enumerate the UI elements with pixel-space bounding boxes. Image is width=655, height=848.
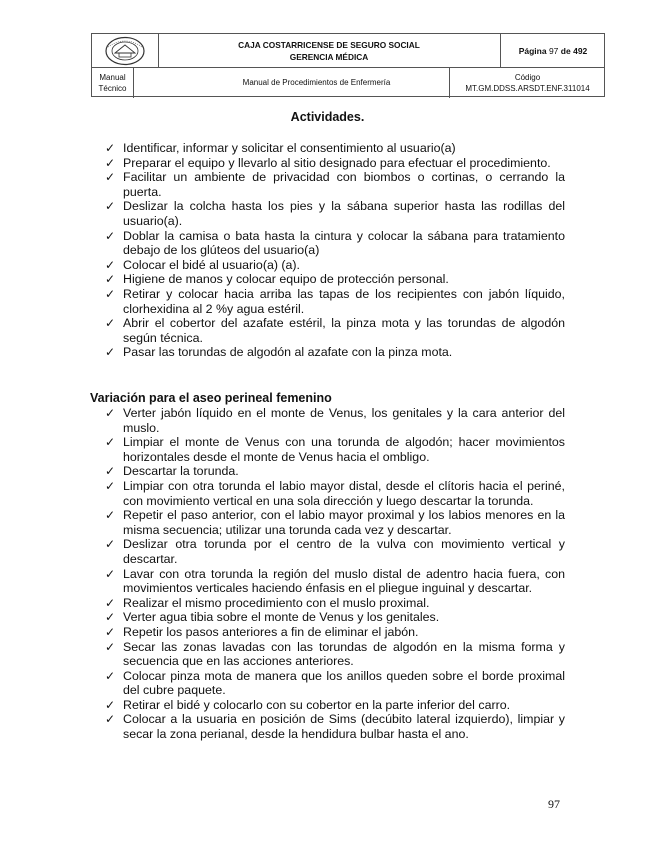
list-item-text: Limpiar con otra torunda el labio mayor distal, desde el clítoris hacia el periné, con movimiento vertical en una sola dirección y luego descartar la torunda. [123, 478, 565, 508]
list-item [105, 537, 565, 566]
list-item-text: Repetir el paso anterior, con el labio mayor proximal y los labios menores en la misma secuencia; utilizar una torunda cada vez y descartar. [123, 508, 565, 537]
list-item-text: Descartar la torunda. [123, 464, 239, 479]
checkmark-icon: ✓ [105, 464, 116, 479]
list-item [105, 712, 565, 741]
document-code [449, 67, 606, 98]
list-item-text: Secar las zonas lavadas con las torundas de algodón en la misma forma y secuencia que en las acciones anteriores. [123, 639, 565, 669]
checkmark-icon: ✓ [105, 566, 116, 581]
activities-list [105, 141, 565, 360]
checkmark-icon: ✓ [105, 668, 116, 683]
org-line2: GERENCIA MÉDICA [289, 51, 369, 62]
checkmark-icon: ✓ [105, 141, 116, 155]
list-item-text: Colocar a la usuaria en posición de Sims (decúbito lateral izquierdo), limpiar y secar la zona perianal, desde la hendidura bulbar hasta el ano. [123, 712, 565, 742]
list-item-text: Verter agua tibia sobre el monte de Venus y los genitales. [123, 610, 440, 625]
checkmark-icon: ✓ [105, 595, 116, 610]
document-header [91, 33, 605, 97]
activities-heading: Actividades. [290, 110, 365, 124]
page-indicator [500, 34, 606, 67]
list-item [105, 464, 565, 479]
checkmark-icon: ✓ [105, 345, 116, 360]
list-item-text: Facilitar un ambiente de privacidad con biombos o cortinas, o cerrando la puerta. [123, 170, 565, 199]
list-item [105, 479, 565, 508]
list-item-text: Deslizar otra torunda por el centro de la vulva con movimiento vertical y descartar. [123, 537, 565, 566]
list-item-text: Pasar las torundas de algodón al azafate con la pinza mota. [123, 345, 453, 360]
page-current: 97 [548, 45, 559, 56]
list-item [105, 199, 565, 228]
list-item [105, 229, 565, 258]
checkmark-icon: ✓ [105, 272, 116, 287]
list-item-text: Retirar el bidé y colocarlo con su cobertor en la parte inferior del carro. [123, 697, 511, 712]
list-item [105, 156, 565, 171]
list-item-text: Colocar pinza mota de manera que los anillos queden sobre el borde proximal del cubre paquete. [123, 668, 565, 698]
org-line1: CAJA COSTARRICENSE DE SEGURO SOCIAL [238, 39, 420, 50]
checkmark-icon: ✓ [105, 537, 116, 552]
list-item-text: Higiene de manos y colocar equipo de protección personal. [123, 272, 449, 287]
checkmark-icon: ✓ [105, 639, 116, 654]
list-item-text: Realizar el mismo procedimiento con el muslo proximal. [123, 595, 430, 610]
list-item-text: Verter jabón líquido en el monte de Venus, los genitales y la cara anterior del muslo. [123, 406, 565, 435]
list-item [105, 287, 565, 316]
checkmark-icon: ✓ [105, 712, 116, 727]
checkmark-icon: ✓ [105, 478, 116, 493]
checkmark-icon: ✓ [105, 610, 116, 625]
list-item-text: Retirar y colocar hacia arriba las tapas de los recipientes con jabón líquido, clorhexidina al 2 %y agua estéril. [123, 286, 565, 316]
list-item-text: Colocar el bidé al usuario(a) (a). [123, 257, 300, 272]
checkmark-icon: ✓ [105, 155, 116, 170]
female-variation-list [105, 406, 565, 742]
manual-type [92, 67, 133, 98]
page-number: 97 [548, 797, 560, 811]
list-item [105, 316, 565, 345]
list-item-text: Preparar el equipo y llevarlo al sitio designado para efectuar el procedimiento. [123, 155, 551, 170]
manual-line1: Manual [99, 72, 126, 82]
page-total: 492 [573, 45, 588, 56]
list-item [105, 141, 565, 156]
page-of: de [560, 45, 571, 56]
list-item [105, 698, 565, 713]
page-label: Página [518, 45, 547, 56]
list-item-text: Abrir el cobertor del azafate estéril, la pinza mota y las torundas de algodón según técnica. [123, 316, 565, 345]
list-item [105, 567, 565, 596]
checkmark-icon: ✓ [105, 257, 116, 272]
list-item-text: Identificar, informar y solicitar el consentimiento al usuario(a) [123, 141, 456, 155]
checkmark-icon: ✓ [105, 624, 116, 639]
manual-title: Manual de Procedimientos de Enfermería [242, 78, 391, 87]
list-item [105, 272, 565, 287]
list-item-text: Deslizar la colcha hasta los pies y la sábana superior hasta las rodillas del usuario(a). [123, 199, 565, 228]
checkmark-icon: ✓ [105, 435, 116, 450]
list-item [105, 170, 565, 199]
list-item [105, 258, 565, 273]
list-item-text: Limpiar el monte de Venus con una torunda de algodón; hacer movimientos horizontales desde el monte de Venus hacia el ombligo. [123, 435, 565, 464]
list-item [105, 640, 565, 669]
list-item [105, 669, 565, 698]
list-item [105, 596, 565, 611]
list-item [105, 435, 565, 464]
list-item [105, 345, 565, 360]
list-item-text: Doblar la camisa o bata hasta la cintura y colocar la sábana para tratamiento debajo de los glúteos del usuario(a) [123, 228, 565, 258]
list-item [105, 508, 565, 537]
checkmark-icon: ✓ [105, 170, 116, 185]
logo-cell [92, 34, 158, 67]
checkmark-icon: ✓ [105, 286, 116, 301]
organization-name [158, 34, 500, 67]
seguro-social-seal-icon [102, 36, 148, 66]
list-item [105, 625, 565, 640]
female-variation-heading: Variación para el aseo perineal femenino [90, 391, 332, 405]
list-item-text: Repetir los pasos anteriores a fin de eliminar el jabón. [123, 624, 419, 639]
checkmark-icon: ✓ [105, 199, 116, 214]
list-item-text: Lavar con otra torunda la región del muslo distal de adentro hacia fuera, con movimientos verticales haciendo énfasis en el pliegue inguinal y descartar. [123, 566, 565, 596]
checkmark-icon: ✓ [105, 316, 116, 331]
manual-line2: Técnico [98, 83, 127, 93]
checkmark-icon: ✓ [105, 508, 116, 523]
code-label: Código [514, 72, 541, 82]
list-item [105, 610, 565, 625]
checkmark-icon: ✓ [105, 228, 116, 243]
code-value: MT.GM.DDSS.ARSDT.ENF.311014 [465, 83, 590, 93]
list-item [105, 406, 565, 435]
checkmark-icon: ✓ [105, 406, 116, 420]
checkmark-icon: ✓ [105, 697, 116, 712]
